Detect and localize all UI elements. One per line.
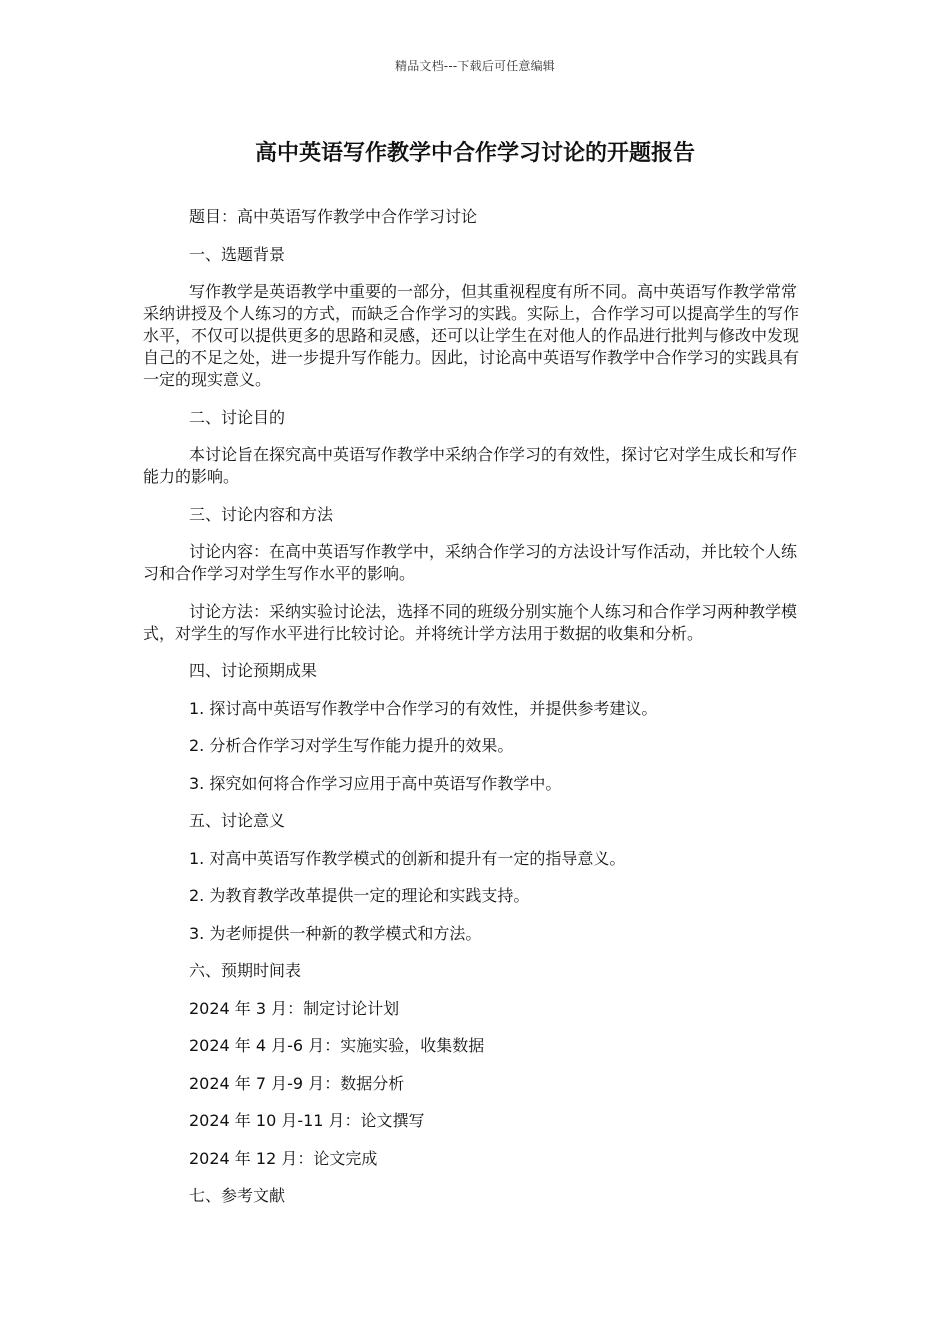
timeline-item: 2024 年 3 月：制定讨论计划: [189, 998, 400, 1018]
section-heading-purpose: 二、讨论目的: [189, 407, 286, 427]
timeline-item: 2024 年 7 月-9 月：数据分析: [189, 1073, 405, 1093]
list-item: 1. 探讨高中英语写作教学中合作学习的有效性，并提供参考建议。: [189, 698, 658, 718]
section-heading-significance: 五、讨论意义: [189, 811, 286, 830]
method-paragraph: 讨论方法：采纳实验讨论法，选择不同的班级分别实施个人练习和合作学习两种教学模式，对学生的写作水平进行比较讨论。并将统计学方法用于数据的收集和分析。: [143, 601, 798, 643]
list-item: 2. 为教育教学改革提供一定的理论和实践支持。: [189, 886, 530, 905]
content-paragraph: 讨论内容：在高中英语写作教学中，采纳合作学习的方法设计写作活动，并比较个人练习和合作学习对学生写作水平的影响。: [143, 542, 798, 583]
document-body: [143, 206, 807, 1223]
section-heading-background: 一、选题背景: [189, 244, 286, 264]
page-header-watermark: 精品文档---下载后可任意编辑: [395, 59, 555, 73]
section-heading-timeline: 六、预期时间表: [189, 961, 302, 980]
list-item: 3. 为老师提供一种新的教学模式和方法。: [189, 923, 482, 943]
section-heading-content-method: 三、讨论内容和方法: [189, 504, 334, 524]
timeline-item: 2024 年 10 月-11 月：论文撰写: [189, 1111, 425, 1130]
topic-line: 题目：高中英语写作教学中合作学习讨论: [189, 207, 478, 226]
list-item: 2. 分析合作学习对学生写作能力提升的效果。: [189, 736, 514, 755]
section-heading-expected-results: 四、讨论预期成果: [189, 661, 318, 680]
list-item: 1. 对高中英语写作教学模式的创新和提升有一定的指导意义。: [189, 848, 626, 868]
section-heading-references: 七、参考文献: [189, 1186, 286, 1205]
document-title: 高中英语写作教学中合作学习讨论的开题报告: [254, 141, 695, 166]
purpose-paragraph: 本讨论旨在探究高中英语写作教学中采纳合作学习的有效性，探讨它对学生成长和写作能力的影响。: [143, 445, 798, 486]
background-paragraph: 写作教学是英语教学中重要的一部分，但其重视程度有所不同。高中英语写作教学常常采纳讲授及个人练习的方式，而缺乏合作学习的实践。实际上，合作学习可以提高学生的写作水平，不仅可以提供更多的思路和灵感，还可以让学生在对他人的作品进行批判与修改中发现自己的不足之处，进一步提升写作能力。因此，讨论高中英语写作教学中合作学习的实践具有一定的现实意义。: [143, 282, 800, 389]
timeline-item: 2024 年 4 月-6 月：实施实验，收集数据: [189, 1036, 485, 1055]
list-item: 3. 探究如何将合作学习应用于高中英语写作教学中。: [189, 773, 562, 793]
timeline-item: 2024 年 12 月：论文完成: [189, 1148, 378, 1168]
